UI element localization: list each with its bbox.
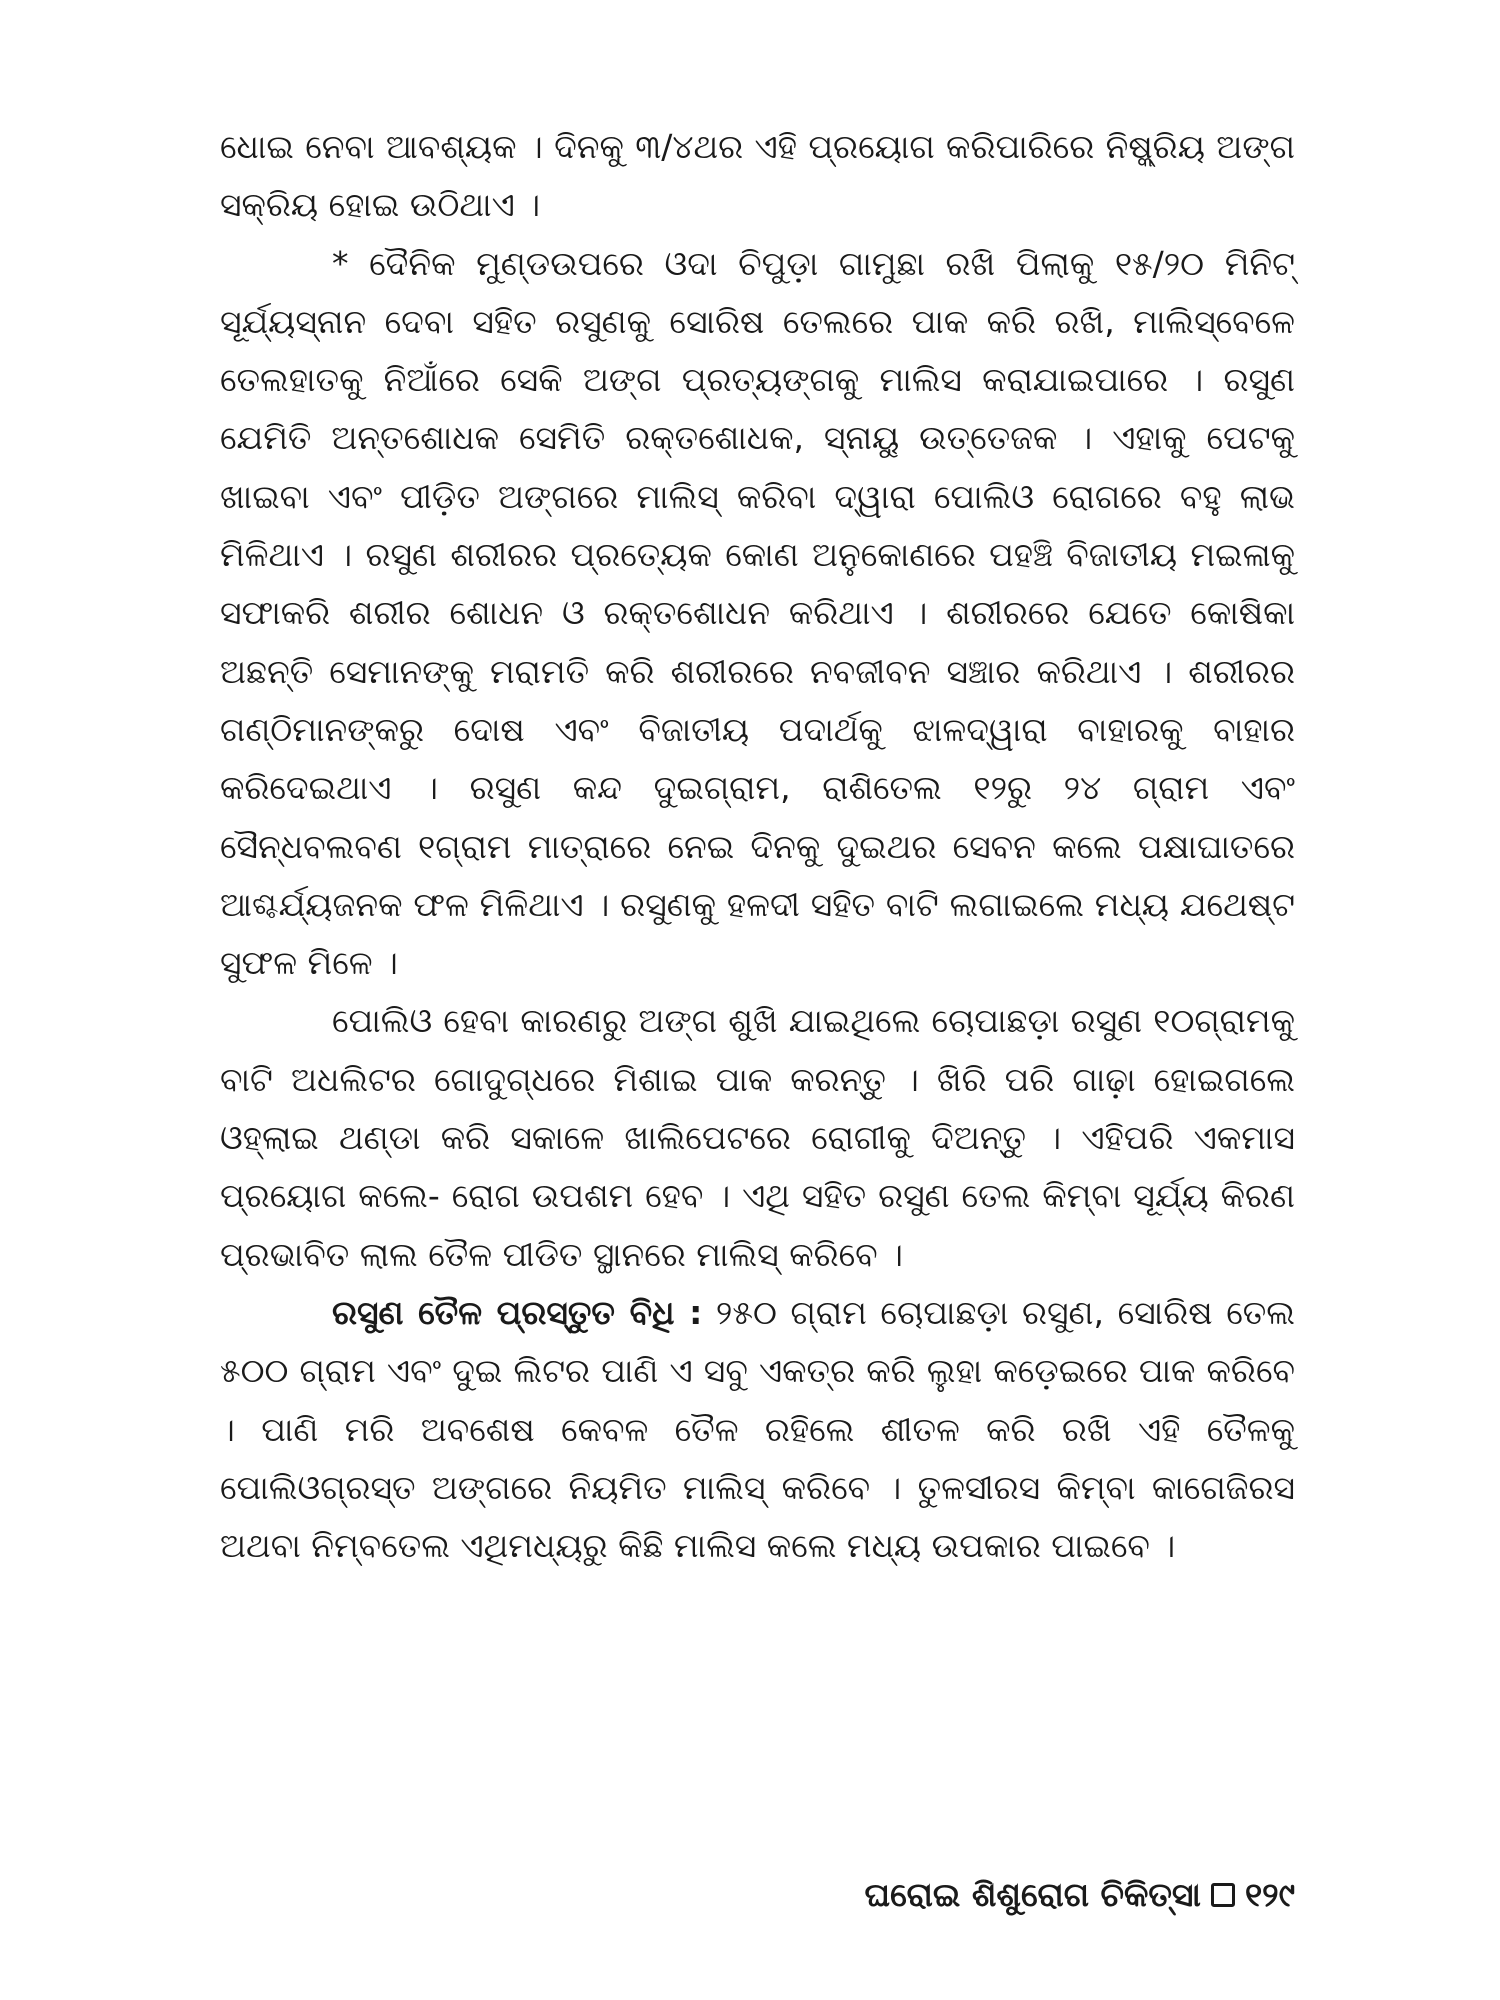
paragraph-4	[220, 1284, 1295, 1575]
page-footer	[865, 1875, 1295, 1915]
body-text	[220, 118, 1295, 1575]
paragraph-2: * ଦୈନିକ ମୁଣ୍ଡଉପରେ ଓଦା ଚିପୁଡ଼ା ଗାମୁଛା ରଖି ପିଲାକୁ ୧୫/୨୦ ମିନିଟ୍ ସୂର୍ଯ୍ୟସ୍ନାନ ଦେବା ସହିତ ରସୁଣକୁ ସୋରିଷ ତେଲରେ ପାକ କରି ରଖି, ମାଲିସ୍‌ବେଳେ ତେଲହାତକୁ ନିଆଁରେ ସେକି ଅଙ୍ଗ ପ୍ରତ୍ୟଙ୍ଗକୁ ମାଲିସ କରାଯାଇପାରେ । ରସୁଣ ଯେମିତି ଅନ୍ତଶୋଧକ ସେମିତି ରକ୍ତଶୋଧକ, ସ୍ନାୟୁ ଉତ୍ତେଜକ । ଏହାକୁ ପେଟକୁ ଖାଇବା ଏବଂ ପୀଡ଼ିତ ଅଙ୍ଗରେ ମାଲିସ୍ କରିବା ଦ୍ୱାରା ପୋଲିଓ ରୋଗରେ ବହୁ ଲାଭ ମିଳିଥାଏ । ରସୁଣ ଶରୀରର ପ୍ରତ୍ୟେକ କୋଣ ଅନୁକୋଣରେ ପହଞ୍ଚି ବିଜାତୀୟ ମଇଳାକୁ ସଫାକରି ଶରୀର ଶୋଧନ ଓ ରକ୍ତଶୋଧନ କରିଥାଏ । ଶରୀରରେ ଯେତେ କୋଷିକା ଅଛନ୍ତି ସେମାନଙ୍କୁ ମରାମତି କରି ଶରୀରରେ ନବଜୀବନ ସଞ୍ଚାର କରିଥାଏ । ଶରୀରର ଗଣ୍ଠିମାନଙ୍କରୁ ଦୋଷ ଏବଂ ବିଜାତୀୟ ପଦାର୍ଥକୁ ଝାଳଦ୍ୱାରା ବାହାରକୁ ବାହାର କରିଦେଇଥାଏ । ରସୁଣ କନ୍ଦ ଦୁଇଗ୍ରାମ, ରାଶିତେଲ ୧୨ରୁ ୨୪ ଗ୍ରାମ ଏବଂ ସୈନ୍ଧବଲବଣ ୧ଗ୍ରାମ ମାତ୍ରାରେ ନେଇ ଦିନକୁ ଦୁଇଥର ସେବନ କଲେ ପକ୍ଷାଘାତରେ ଆଶ୍ଚର୍ଯ୍ୟଜନକ ଫଳ ମିଳିଥାଏ । ରସୁଣକୁ ହଳଦୀ ସହିତ ବାଟି ଲଗାଇଲେ ମଧ୍ୟ ଯଥେଷ୍ଟ ସୁଫଳ ମିଳେ ।	[220, 243, 1295, 983]
paragraph-1: ଧୋଇ ନେବା ଆବଶ୍ୟକ । ଦିନକୁ ୩/୪ଥର ଏହି ପ୍ରୟୋଗ କରିପାରିରେ ନିଷ୍କ୍ରିୟ ଅଙ୍ଗ ସକ୍ରିୟ ହୋଇ ଉଠିଥାଏ ।	[220, 127, 1295, 225]
page-number: ୧୨୯	[1244, 1875, 1295, 1914]
paragraph-4-text: ୨୫୦ ଗ୍ରାମ ଚୋପାଛଡ଼ା ରସୁଣ, ସୋରିଷ ତେଲ ୫୦୦ ଗ୍ରାମ ଏବଂ ଦୁଇ ଲିଟର ପାଣି ଏ ସବୁ ଏକତ୍ର କରି ଲୁହା କଡ଼େଇରେ ପାକ କରିବେ । ପାଣି ମରି ଅବଶେଷ କେବଳ ତୈଳ ରହିଲେ ଶୀତଳ କରି ରଖି ଏହି ତୈଳକୁ ପୋଲିଓଗ୍ରସ୍ତ ଅଙ୍ଗରେ ନିୟମିତ ମାଲିସ୍ କରିବେ । ତୁଳସୀରସ କିମ୍ବା କାଗେଜିରସ ଅଥବା ନିମ୍ବତେଲ ଏଥିମଧ୍ୟରୁ କିଛି ମାଲିସ କଲେ ମଧ୍ୟ ଉପକାର ପାଇବେ ।	[220, 1292, 1295, 1566]
section-heading-inline: ରସୁଣ ତୈଳ ପ୍ରସ୍ତୁତ ବିଧି :	[332, 1292, 703, 1332]
paragraph-3: ପୋଲିଓ ହେବା କାରଣରୁ ଅଙ୍ଗ ଶୁଖି ଯାଇଥିଲେ ଚୋପାଛଡ଼ା ରସୁଣ ୧୦ଗ୍ରାମକୁ ବାଟି ଅଧଲିଟର ଗୋଦୁଗ୍ଧରେ ମିଶାଇ ପାକ କରନ୍ତୁ । ଖିରି ପରି ଗାଢ଼ା ହୋଇଗଲେ ଓହ୍ଲାଇ ଥଣ୍ଡା କରି ସକାଳେ ଖାଲିପେଟରେ ରୋଗୀକୁ ଦିଅନ୍ତୁ । ଏହିପରି ଏକମାସ ପ୍ରୟୋଗ କଲେ- ରୋଗ ଉପଶମ ହେବ । ଏଥି ସହିତ ରସୁଣ ତେଲ କିମ୍ବା ସୂର୍ଯ୍ୟ କିରଣ ପ୍ରଭାବିତ ଲାଲ ତୈଳ ପୀଡିତ ସ୍ଥାନରେ ମାଲିସ୍ କରିବେ ।	[220, 1001, 1295, 1274]
running-title: ଘରୋଇ ଶିଶୁରୋଗ ଚିକିତ୍ସା	[864, 1875, 1201, 1914]
box-icon	[1211, 1883, 1235, 1907]
